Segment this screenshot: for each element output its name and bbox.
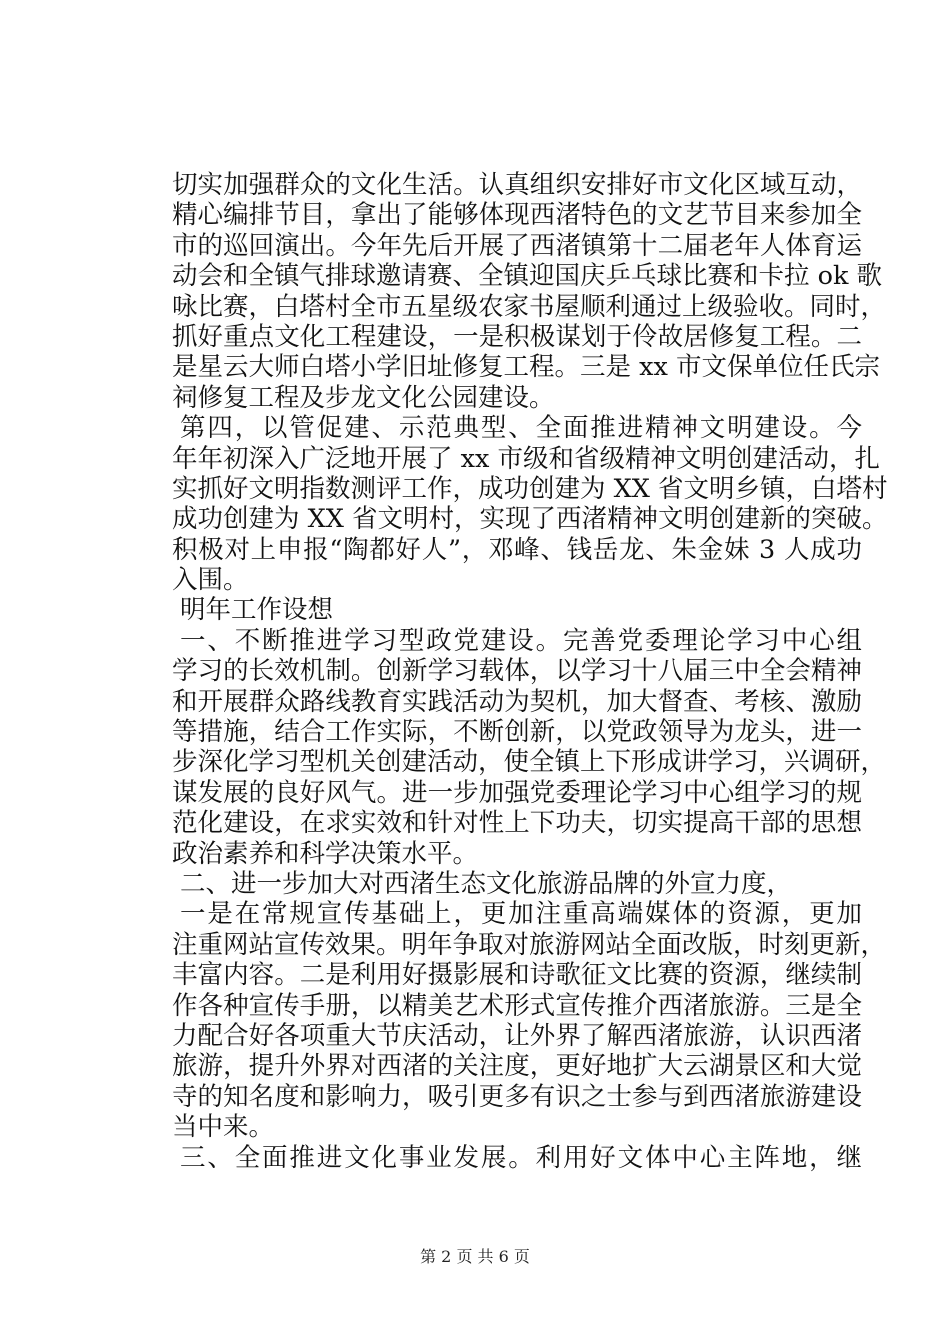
paragraph-first-line: 第四，以管促建、示范典型、全面推进精神文明建设。今 — [180, 413, 862, 444]
text-line: 市的巡回演出。今年先后开展了西渚镇第十二届老年人体育运 — [172, 230, 862, 261]
text-line: 寺的知名度和影响力，吸引更多有识之士参与到西渚旅游建设 — [172, 1081, 862, 1112]
text-line: 切实加强群众的文化生活。认真组织安排好市文化区域互动， — [172, 170, 862, 200]
text-line: 积极对上申报“陶都好人”，邓峰、钱岳龙、朱金妹 3 人成功 — [172, 534, 862, 565]
paragraph-first-line: 一是在常规宣传基础上，更加注重高端媒体的资源，更加 — [180, 899, 862, 930]
text-line: 入围。 — [172, 565, 249, 596]
text-line: 丰富内容。二是利用好摄影展和诗歌征文比赛的资源，继续制 — [172, 960, 862, 991]
text-line: 精心编排节目，拿出了能够体现西渚特色的文艺节目来参加全 — [172, 200, 862, 231]
text-line: 力配合好各项重大节庆活动，让外界了解西渚旅游，认识西渚 — [172, 1020, 862, 1051]
page-footer: 第 2 页 共 6 页 — [420, 1247, 530, 1266]
text-line: 谋发展的良好风气。进一步加强党委理论学习中心组学习的规 — [172, 777, 862, 808]
text-line: 政治素养和科学决策水平。 — [172, 838, 479, 869]
text-line: 当中来。 — [172, 1112, 275, 1143]
text-line: 抓好重点文化工程建设，一是积极谋划于伶故居修复工程。二 — [172, 321, 862, 352]
text-line: 动会和全镇气排球邀请赛、全镇迎国庆乒乓球比赛和卡拉 ok 歌 — [172, 261, 883, 292]
text-line: 成功创建为 XX 省文明村，实现了西渚精神文明创建新的突破。 — [172, 504, 888, 535]
paragraph-first-line: 二、进一步加大对西渚生态文化旅游品牌的外宣力度， — [180, 868, 793, 899]
text-line: 祠修复工程及步龙文化公园建设。 — [172, 382, 555, 413]
text-line: 咏比赛，白塔村全市五星级农家书屋顺利通过上级验收。同时， — [172, 291, 887, 322]
text-line: 和开展群众路线教育实践活动为契机，加大督查、考核、激励 — [172, 686, 862, 717]
text-line: 注重网站宣传效果。明年争取对旅游网站全面改版，时刻更新， — [172, 929, 887, 960]
paragraph-first-line: 三、全面推进文化事业发展。利用好文体中心主阵地，继 — [180, 1142, 862, 1173]
text-line: 旅游，提升外界对西渚的关注度，更好地扩大云湖景区和大觉 — [172, 1051, 862, 1082]
text-line: 作各种宣传手册，以精美艺术形式宣传推介西渚旅游。三是全 — [172, 990, 862, 1021]
text-line: 步深化学习型机关创建活动，使全镇上下形成讲学习，兴调研， — [172, 747, 887, 778]
text-line: 等措施，结合工作实际，不断创新，以党政领导为龙头，进一 — [172, 717, 862, 748]
text-line: 年年初深入广泛地开展了 xx 市级和省级精神文明创建活动，扎 — [172, 443, 880, 474]
paragraph-first-line: 一、不断推进学习型政党建设。完善党委理论学习中心组 — [180, 625, 862, 656]
text-line: 学习的长效机制。创新学习载体，以学习十八届三中全会精神 — [172, 656, 862, 687]
text-line: 实抓好文明指数测评工作，成功创建为 XX 省文明乡镇，白塔村 — [172, 473, 888, 504]
paragraph-first-line: 明年工作设想 — [180, 595, 334, 626]
text-line: 是星云大师白塔小学旧址修复工程。三是 xx 市文保单位任氏宗 — [172, 352, 880, 383]
text-line: 范化建设，在求实效和针对性上下功夫，切实提高干部的思想 — [172, 808, 862, 839]
body-text — [172, 170, 888, 1173]
